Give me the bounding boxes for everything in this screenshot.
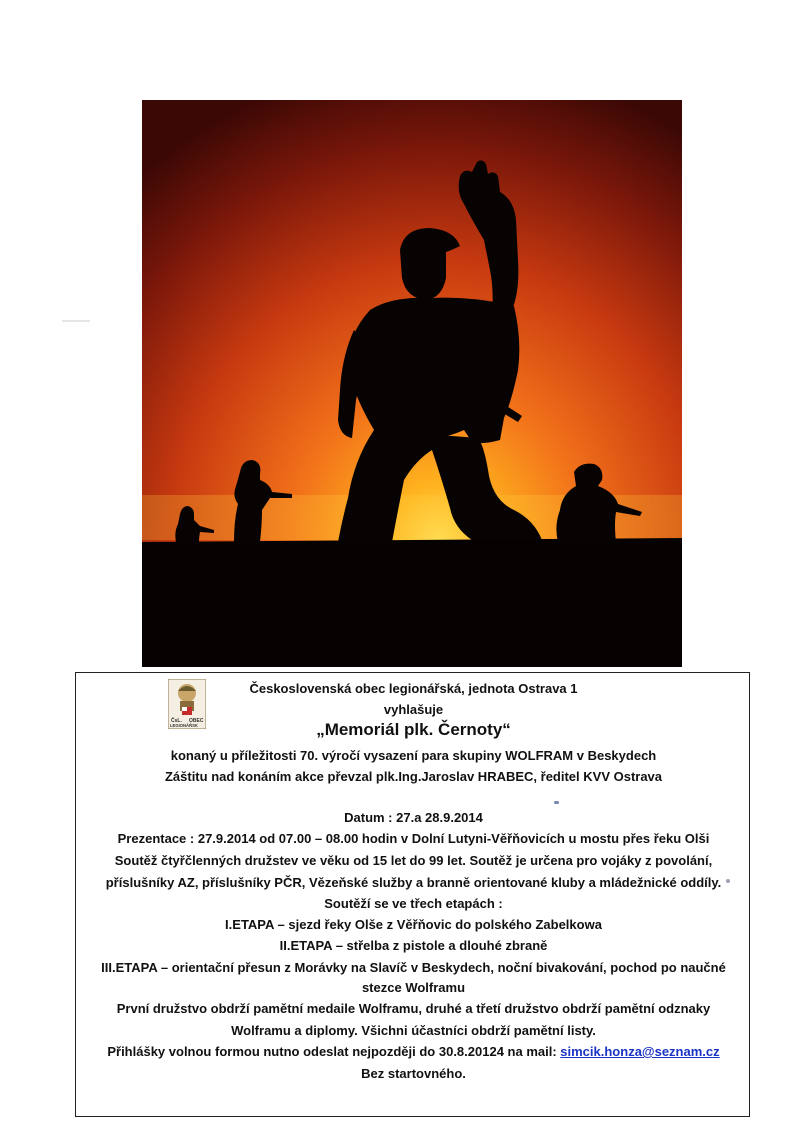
competition-line-1: Soutěž čtyřčlenných družstev ve věku od 15 let do 99 let. Soutěž je určena pro vojáky z povolání, bbox=[114, 853, 713, 868]
fee-line: Bez startovného. bbox=[361, 1066, 466, 1081]
stages-intro: Soutěží se ve třech etapách : bbox=[324, 896, 503, 911]
prizes-line-2: Wolframu a diplomy. Všichni účastníci obdrží pamětní listy. bbox=[231, 1023, 596, 1038]
logo-text-line2: OBEC bbox=[189, 718, 204, 724]
signup-line bbox=[76, 1044, 751, 1059]
organizer-line: Československá obec legionářská, jednota Ostrava 1 bbox=[249, 681, 578, 696]
logo-text-line1: ČsL. bbox=[171, 718, 182, 724]
stage-1: I.ETAPA – sjezd řeky Olše z Věřňovic do polského Zabelkowa bbox=[225, 917, 602, 932]
poster-photo bbox=[142, 100, 682, 667]
occasion-line: konaný u příležitosti 70. výročí vysazení para skupiny WOLFRAM v Beskydech bbox=[170, 748, 657, 763]
registration-line: Prezentace : 27.9.2014 od 07.00 – 08.00 hodin v Dolní Lutyni-Věřňovicích u mostu přes řeku Olši bbox=[117, 831, 710, 846]
event-title: „Memoriál plk. Černoty“ bbox=[316, 720, 511, 739]
patronage-line: Záštitu nad konáním akce převzal plk.Ing.Jaroslav HRABEC, ředitel KVV Ostrava bbox=[164, 769, 663, 784]
logo-text-line3: LEGIONÁŘSK bbox=[170, 723, 198, 728]
scan-mark bbox=[62, 320, 90, 322]
stage-3-line-2: stezce Wolframu bbox=[361, 980, 466, 995]
date-line: Datum : 27.a 28.9.2014 bbox=[344, 810, 483, 825]
competition-line-2: příslušníky AZ, příslušníky PČR, Vězeňské služby a branně orientované kluby a mládežnické oddíly. bbox=[105, 875, 722, 890]
prizes-line-1: První družstvo obdrží pamětní medaile Wolframu, druhé a třetí družstvo obdrží pamětní odznaky bbox=[116, 1001, 711, 1016]
signup-text: Přihlášky volnou formou nutno odeslat nejpozději do 30.8.20124 na mail: bbox=[107, 1044, 561, 1059]
stage-2: II.ETAPA – střelba z pistole a dlouhé zbraně bbox=[279, 938, 548, 953]
announces-line: vyhlašuje bbox=[383, 702, 444, 717]
notice-box bbox=[75, 672, 750, 1117]
scan-speck-2 bbox=[726, 879, 730, 883]
signup-email-link[interactable]: simcik.honza@seznam.cz bbox=[560, 1044, 720, 1059]
soldiers-sunset-illustration bbox=[142, 100, 682, 667]
stage-3-line-1: III.ETAPA – orientační přesun z Morávky na Slavíč v Beskydech, noční bivakování, pochod po naučné bbox=[101, 960, 726, 975]
scan-speck bbox=[554, 801, 559, 804]
ground-silhouette bbox=[142, 538, 682, 667]
